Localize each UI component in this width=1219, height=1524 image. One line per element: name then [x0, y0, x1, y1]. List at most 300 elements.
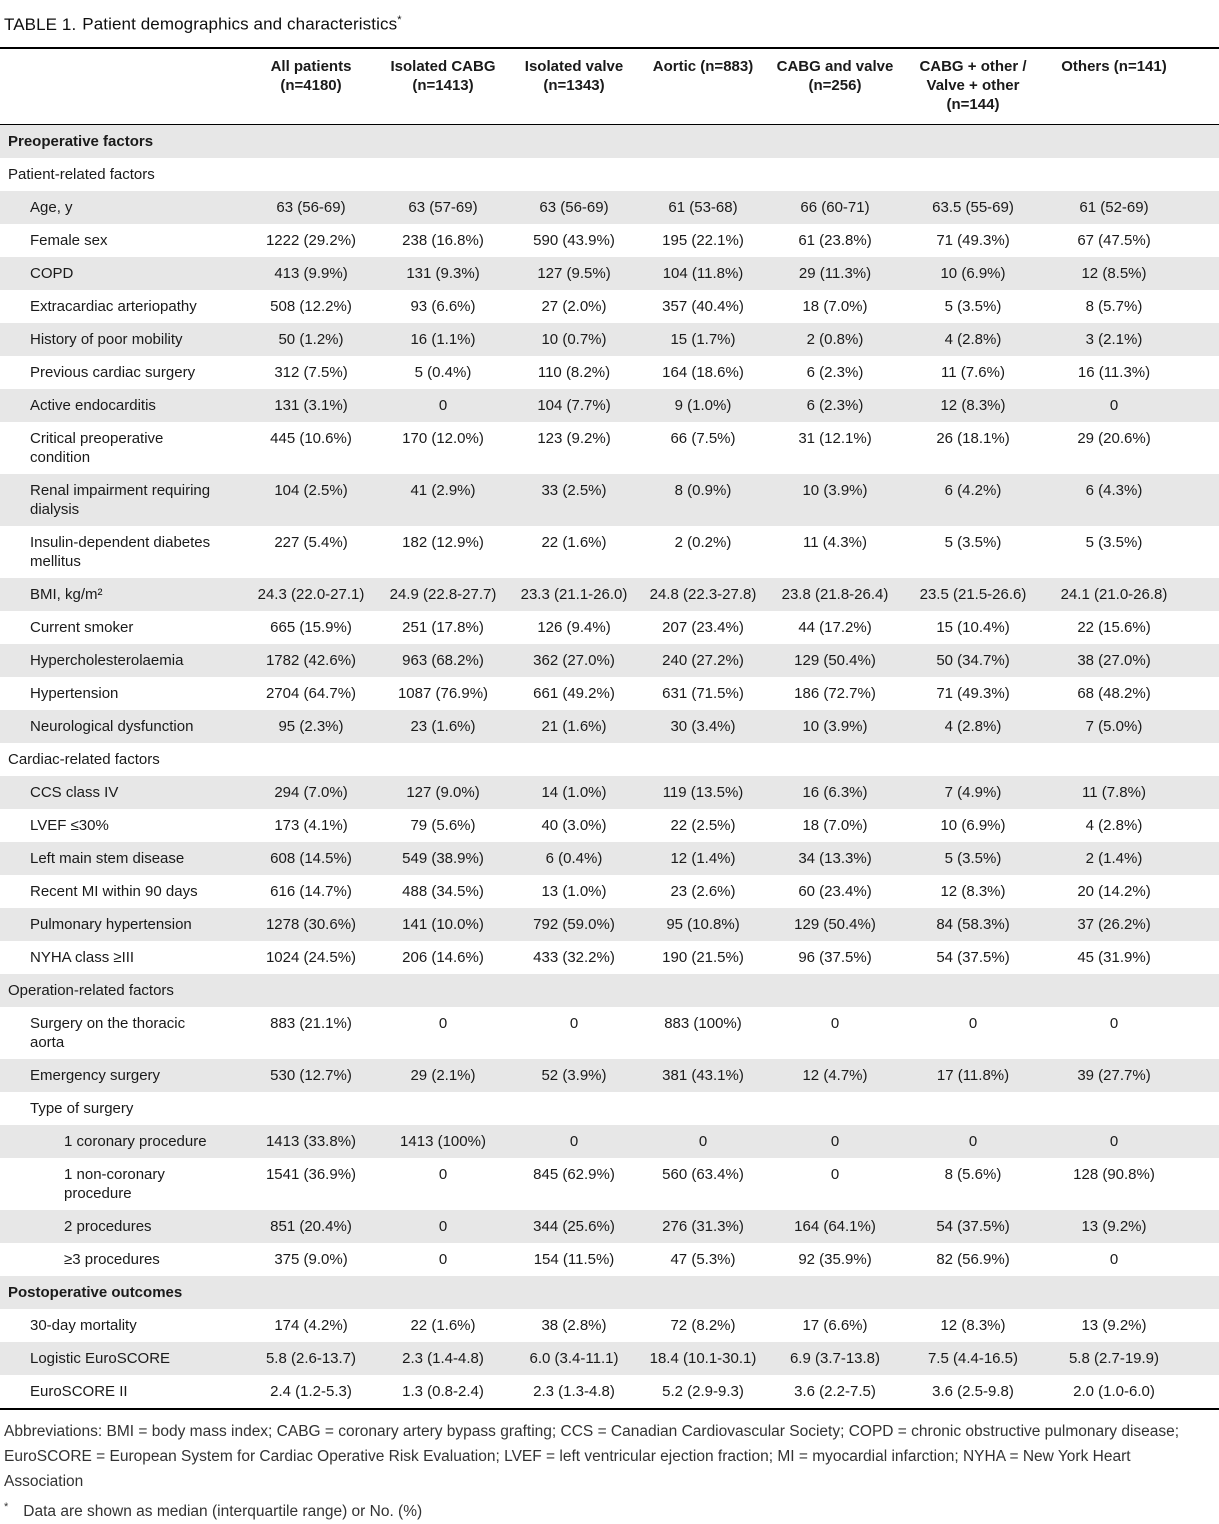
value-cell: 6 (4.3%): [1085, 481, 1143, 499]
value-cell: 6 (4.2%): [944, 481, 1002, 499]
value-cell: 445 (10.6%): [270, 429, 352, 447]
value-cell: 119 (13.5%): [662, 783, 744, 801]
row-label: [0, 875, 245, 908]
value-cell: 12 (8.5%): [1081, 264, 1147, 282]
row-label-column-header: [0, 48, 245, 125]
row-label: [0, 1092, 245, 1125]
value-cell: 61 (23.8%): [798, 231, 872, 249]
value-cell: 63 (57-69): [408, 198, 478, 216]
value-cell: 0: [1109, 396, 1119, 414]
table-row: [0, 257, 1219, 290]
value-cell: 71 (49.3%): [936, 231, 1010, 249]
value-cell: 357 (40.4%): [662, 297, 744, 315]
value-cell: 18.4 (10.1-30.1): [649, 1349, 757, 1367]
value-cell: 44 (17.2%): [798, 618, 872, 636]
value-cell: 38 (2.8%): [541, 1316, 607, 1334]
value-cell: 207 (23.4%): [662, 618, 744, 636]
value-cell: 104 (11.8%): [662, 264, 744, 282]
value-cell: 5 (0.4%): [414, 363, 472, 381]
value-cell: 6.9 (3.7-13.8): [789, 1349, 881, 1367]
value-cell: 92 (35.9%): [798, 1250, 872, 1268]
value-cell: 5.2 (2.9-9.3): [662, 1382, 744, 1400]
value-cell: 508 (12.2%): [270, 297, 352, 315]
value-cell: 60 (23.4%): [798, 882, 872, 900]
row-label: [0, 1375, 245, 1409]
value-cell: 123 (9.2%): [537, 429, 611, 447]
table-row: [0, 941, 1219, 974]
value-cell: 488 (34.5%): [402, 882, 484, 900]
value-cell: 883 (100%): [664, 1014, 742, 1032]
row-label: [0, 1210, 245, 1243]
row-label-text: NYHA class ≥III: [30, 948, 135, 966]
value-cell: 10 (6.9%): [940, 816, 1006, 834]
value-cell: 0: [1109, 1250, 1119, 1268]
value-cell: 8 (5.6%): [944, 1165, 1002, 1183]
value-cell: 5 (3.5%): [1085, 533, 1143, 551]
value-cell: 22 (15.6%): [1077, 618, 1151, 636]
value-cell: 1.3 (0.8-2.4): [402, 1382, 484, 1400]
value-cell: 560 (63.4%): [662, 1165, 744, 1183]
table-row: [0, 1092, 1219, 1125]
value-cell: 24.3 (22.0-27.1): [257, 585, 365, 603]
value-cell: 21 (1.6%): [541, 717, 607, 735]
row-label-text: 2 procedures: [64, 1217, 152, 1235]
value-cell: 127 (9.0%): [406, 783, 480, 801]
value-cell: 66 (60-71): [800, 198, 870, 216]
table-number: TABLE 1.: [4, 14, 77, 34]
table-row: [0, 1007, 1219, 1059]
table-row: [0, 323, 1219, 356]
value-cell: 68 (48.2%): [1077, 684, 1151, 702]
value-cell: 5 (3.5%): [944, 297, 1002, 315]
value-cell: 63 (56-69): [539, 198, 609, 216]
section-label-text: Operation-related factors: [8, 981, 174, 999]
value-cell: 13 (9.2%): [1081, 1316, 1147, 1334]
row-label-text: Extracardiac arteriopathy: [30, 297, 197, 315]
row-label: [0, 710, 245, 743]
value-cell: 23 (1.6%): [410, 717, 476, 735]
value-cell: 79 (5.6%): [410, 816, 476, 834]
row-label: [0, 776, 245, 809]
value-cell: 26 (18.1%): [936, 429, 1010, 447]
value-cell: 141 (10.0%): [402, 915, 484, 933]
value-cell: 71 (49.3%): [936, 684, 1010, 702]
row-label-text: CCS class IV: [30, 783, 119, 801]
row-label: [0, 224, 245, 257]
row-label: [0, 644, 245, 677]
value-cell: 5.8 (2.6-13.7): [265, 1349, 357, 1367]
value-cell: 0: [968, 1014, 978, 1032]
row-label: [0, 1007, 245, 1059]
value-cell: 6 (2.3%): [806, 396, 864, 414]
value-cell: 0: [438, 396, 448, 414]
row-label: [0, 1309, 245, 1342]
value-cell: 54 (37.5%): [936, 948, 1010, 966]
row-label-text: Recent MI within 90 days: [30, 882, 198, 900]
value-cell: 12 (8.3%): [940, 1316, 1006, 1334]
row-label-text: Current smoker: [30, 618, 134, 636]
value-cell: 127 (9.5%): [537, 264, 611, 282]
table-row: [0, 776, 1219, 809]
value-cell: 23.3 (21.1-26.0): [520, 585, 628, 603]
table-row: [0, 875, 1219, 908]
value-cell: 433 (32.2%): [533, 948, 615, 966]
row-label-text: 1 coronary procedure: [64, 1132, 207, 1150]
value-cell: 5 (3.5%): [944, 849, 1002, 867]
value-cell: [377, 1092, 509, 1125]
value-cell: 0: [698, 1132, 708, 1150]
table-title: [0, 0, 1219, 47]
value-cell: 23.8 (21.8-26.4): [781, 585, 889, 603]
value-cell: 240 (27.2%): [662, 651, 744, 669]
row-label: [0, 1125, 245, 1158]
value-cell: 206 (14.6%): [402, 948, 484, 966]
value-cell: 22 (2.5%): [670, 816, 736, 834]
value-cell: 31 (12.1%): [798, 429, 872, 447]
value-cell: 12 (8.3%): [940, 396, 1006, 414]
row-label-text: Logistic EuroSCORE: [30, 1349, 171, 1367]
value-cell: 47 (5.3%): [670, 1250, 736, 1268]
value-cell: 549 (38.9%): [402, 849, 484, 867]
value-cell: 2.0 (1.0-6.0): [1073, 1382, 1155, 1400]
table-row: [0, 710, 1219, 743]
value-cell: 95 (10.8%): [666, 915, 740, 933]
row-label: [0, 1243, 245, 1276]
value-cell: 67 (47.5%): [1077, 231, 1151, 249]
value-cell: 590 (43.9%): [533, 231, 615, 249]
value-cell: 10 (3.9%): [802, 717, 868, 735]
value-cell: 0: [830, 1014, 840, 1032]
row-label: [0, 323, 245, 356]
table-row: [0, 422, 1219, 474]
value-cell: 851 (20.4%): [270, 1217, 352, 1235]
section-label-text: Patient-related factors: [8, 165, 155, 183]
table-row: [0, 1210, 1219, 1243]
value-cell: 40 (3.0%): [541, 816, 607, 834]
column-header: Isolated valve (n=1343): [509, 48, 639, 125]
value-cell: 11 (7.6%): [941, 363, 1005, 381]
value-cell: 7.5 (4.4-16.5): [927, 1349, 1019, 1367]
row-label-text: Insulin-dependent diabetes mellitus: [30, 533, 211, 570]
value-cell: 2704 (64.7%): [265, 684, 357, 702]
value-cell: 5 (3.5%): [944, 533, 1002, 551]
value-cell: 72 (8.2%): [670, 1316, 736, 1334]
value-cell: 2.3 (1.3-4.8): [533, 1382, 615, 1400]
value-cell: 104 (7.7%): [537, 396, 611, 414]
value-cell: [509, 1092, 639, 1125]
value-cell: 1413 (33.8%): [265, 1132, 357, 1150]
row-label: [0, 290, 245, 323]
value-cell: 37 (26.2%): [1077, 915, 1151, 933]
value-cell: 131 (3.1%): [274, 396, 348, 414]
value-cell: 104 (2.5%): [274, 481, 348, 499]
value-cell: 128 (90.8%): [1073, 1165, 1155, 1183]
value-cell: 665 (15.9%): [270, 618, 352, 636]
table-row: [0, 389, 1219, 422]
section-header-row: [0, 743, 1219, 776]
patient-demographics-table: [0, 47, 1219, 1410]
table-row: [0, 191, 1219, 224]
value-cell: 0: [569, 1014, 579, 1032]
value-cell: 375 (9.0%): [274, 1250, 348, 1268]
row-label-text: Age, y: [30, 198, 73, 216]
value-cell: 0: [438, 1014, 448, 1032]
value-cell: 23 (2.6%): [670, 882, 736, 900]
row-label-text: BMI, kg/m²: [30, 585, 103, 603]
section-header-row: [0, 158, 1219, 191]
data-note: [4, 1495, 1209, 1524]
table-row: [0, 1059, 1219, 1092]
row-label-text: Critical preoperative condition: [30, 429, 164, 466]
column-header: CABG and valve (n=256): [767, 48, 903, 125]
value-cell: 16 (1.1%): [410, 330, 476, 348]
value-cell: 41 (2.9%): [410, 481, 476, 499]
row-label: [0, 941, 245, 974]
value-cell: 294 (7.0%): [274, 783, 348, 801]
value-cell: 54 (37.5%): [936, 1217, 1010, 1235]
value-cell: 6 (0.4%): [545, 849, 603, 867]
value-cell: 164 (18.6%): [662, 363, 744, 381]
value-cell: 38 (27.0%): [1077, 651, 1151, 669]
row-label-text: Neurological dysfunction: [30, 717, 194, 735]
value-cell: 12 (8.3%): [940, 882, 1006, 900]
value-cell: 182 (12.9%): [402, 533, 484, 551]
section-header-row: [0, 1276, 1219, 1309]
value-cell: [767, 1092, 903, 1125]
table-row: [0, 842, 1219, 875]
row-label-text: Emergency surgery: [30, 1066, 161, 1084]
row-label-text: History of poor mobility: [30, 330, 183, 348]
value-cell: 0: [438, 1165, 448, 1183]
value-cell: 15 (1.7%): [670, 330, 736, 348]
value-cell: 16 (6.3%): [802, 783, 868, 801]
value-cell: 413 (9.9%): [274, 264, 348, 282]
value-cell: 33 (2.5%): [541, 481, 607, 499]
value-cell: 7 (5.0%): [1085, 717, 1143, 735]
table-row: [0, 290, 1219, 323]
value-cell: 10 (3.9%): [802, 481, 868, 499]
value-cell: 963 (68.2%): [402, 651, 484, 669]
value-cell: 82 (56.9%): [936, 1250, 1010, 1268]
column-header: Others (n=141): [1043, 48, 1219, 125]
value-cell: 50 (34.7%): [936, 651, 1010, 669]
value-cell: 0: [830, 1165, 840, 1183]
value-cell: 7 (4.9%): [944, 783, 1002, 801]
value-cell: 131 (9.3%): [406, 264, 480, 282]
value-cell: 95 (2.3%): [278, 717, 344, 735]
table-row: [0, 1243, 1219, 1276]
value-cell: 0: [1109, 1132, 1119, 1150]
section-label: [0, 158, 1219, 191]
section-label: [0, 1276, 1219, 1309]
value-cell: 24.1 (21.0-26.8): [1060, 585, 1168, 603]
row-label: [0, 809, 245, 842]
value-cell: 154 (11.5%): [533, 1250, 615, 1268]
value-cell: 362 (27.0%): [533, 651, 615, 669]
value-cell: 2 (0.8%): [806, 330, 864, 348]
value-cell: [1043, 1092, 1219, 1125]
value-cell: 63 (56-69): [276, 198, 346, 216]
value-cell: 0: [968, 1132, 978, 1150]
section-label-text: Cardiac-related factors: [8, 750, 160, 768]
value-cell: 6 (2.3%): [806, 363, 864, 381]
value-cell: 0: [438, 1250, 448, 1268]
row-label: [0, 257, 245, 290]
value-cell: 84 (58.3%): [936, 915, 1010, 933]
value-cell: 14 (1.0%): [541, 783, 607, 801]
table-row: [0, 644, 1219, 677]
value-cell: 3.6 (2.5-9.8): [932, 1382, 1014, 1400]
row-label: [0, 191, 245, 224]
value-cell: 11 (7.8%): [1082, 783, 1146, 801]
row-label: [0, 1342, 245, 1375]
value-cell: 1278 (30.6%): [265, 915, 357, 933]
table-row: [0, 1375, 1219, 1409]
value-cell: 39 (27.7%): [1077, 1066, 1151, 1084]
row-label: [0, 578, 245, 611]
value-cell: 4 (2.8%): [1085, 816, 1143, 834]
row-label-text: ≥3 procedures: [64, 1250, 160, 1268]
row-label-text: Previous cardiac surgery: [30, 363, 196, 381]
value-cell: 530 (12.7%): [270, 1066, 352, 1084]
row-label-text: Active endocarditis: [30, 396, 156, 414]
value-cell: 661 (49.2%): [533, 684, 615, 702]
row-label-text: Renal impairment requiring dialysis: [30, 481, 211, 518]
value-cell: 227 (5.4%): [274, 533, 348, 551]
table-row: [0, 611, 1219, 644]
value-cell: 238 (16.8%): [402, 231, 484, 249]
table-row: [0, 578, 1219, 611]
value-cell: 3.6 (2.2-7.5): [794, 1382, 876, 1400]
row-label-text: Surgery on the thoracic aorta: [30, 1014, 186, 1051]
table-row: [0, 526, 1219, 578]
abbreviations-note: Abbreviations: BMI = body mass index; CABG = coronary artery bypass grafting; CCS = Canadian Cardiovascular Society; COPD = chronic obstructive pulmonary disease; EuroSCORE = European System for Cardiac Operative Risk Evaluation; LVEF = left ventricular ejection fraction; MI = myocardial infarction; NYHA = New York Heart Association: [4, 1422, 1180, 1490]
value-cell: 129 (50.4%): [794, 651, 876, 669]
row-label: [0, 526, 245, 578]
table-row: [0, 1309, 1219, 1342]
value-cell: 12 (1.4%): [670, 849, 736, 867]
value-cell: 190 (21.5%): [662, 948, 744, 966]
value-cell: 110 (8.2%): [537, 363, 611, 381]
value-cell: 8 (5.7%): [1085, 297, 1143, 315]
column-header: Aortic (n=883): [639, 48, 767, 125]
table-row: [0, 1158, 1219, 1210]
value-cell: 10 (6.9%): [940, 264, 1006, 282]
value-cell: 251 (17.8%): [402, 618, 484, 636]
value-cell: 24.8 (22.3-27.8): [649, 585, 757, 603]
value-cell: 0: [438, 1217, 448, 1235]
value-cell: 93 (6.6%): [410, 297, 476, 315]
row-label-text: COPD: [30, 264, 74, 282]
value-cell: 30 (3.4%): [670, 717, 736, 735]
value-cell: 11 (4.3%): [803, 533, 867, 551]
row-label: [0, 356, 245, 389]
value-cell: 17 (11.8%): [936, 1066, 1010, 1084]
value-cell: 9 (1.0%): [674, 396, 732, 414]
value-cell: 4 (2.8%): [944, 330, 1002, 348]
value-cell: 631 (71.5%): [662, 684, 744, 702]
value-cell: 312 (7.5%): [274, 363, 348, 381]
value-cell: 45 (31.9%): [1077, 948, 1151, 966]
section-header-row: [0, 974, 1219, 1007]
value-cell: 174 (4.2%): [274, 1316, 348, 1334]
row-label-text: Left main stem disease: [30, 849, 185, 867]
row-label-text: Hypertension: [30, 684, 119, 702]
value-cell: 1222 (29.2%): [265, 231, 357, 249]
value-cell: 0: [1109, 1014, 1119, 1032]
value-cell: 381 (43.1%): [662, 1066, 744, 1084]
value-cell: 2 (0.2%): [674, 533, 732, 551]
value-cell: 10 (0.7%): [541, 330, 607, 348]
value-cell: 29 (2.1%): [410, 1066, 476, 1084]
table-footnotes: [0, 1410, 1219, 1524]
value-cell: 126 (9.4%): [537, 618, 611, 636]
value-cell: [903, 1092, 1043, 1125]
row-label: [0, 1158, 245, 1210]
column-header: Isolated CABG (n=1413): [377, 48, 509, 125]
value-cell: 4 (2.8%): [944, 717, 1002, 735]
column-header: All patients (n=4180): [245, 48, 377, 125]
row-label-text: Female sex: [30, 231, 108, 249]
row-label-text: EuroSCORE II: [30, 1382, 128, 1400]
value-cell: 276 (31.3%): [662, 1217, 744, 1235]
row-label-text: LVEF ≤30%: [30, 816, 109, 834]
row-label: [0, 842, 245, 875]
value-cell: 96 (37.5%): [798, 948, 872, 966]
value-cell: 18 (7.0%): [802, 816, 868, 834]
value-cell: 186 (72.7%): [794, 684, 876, 702]
value-cell: 29 (20.6%): [1077, 429, 1151, 447]
table-caption: Patient demographics and characteristics: [82, 14, 398, 34]
row-label: [0, 389, 245, 422]
table-row: [0, 474, 1219, 526]
value-cell: 616 (14.7%): [270, 882, 352, 900]
section-label: [0, 743, 1219, 776]
value-cell: 1413 (100%): [400, 1132, 486, 1150]
value-cell: 173 (4.1%): [274, 816, 348, 834]
value-cell: 15 (10.4%): [936, 618, 1010, 636]
value-cell: 0: [569, 1132, 579, 1150]
value-cell: 1782 (42.6%): [265, 651, 357, 669]
table-row: [0, 809, 1219, 842]
value-cell: 5.8 (2.7-19.9): [1068, 1349, 1160, 1367]
value-cell: 2.4 (1.2-5.3): [270, 1382, 352, 1400]
row-label-text: Pulmonary hypertension: [30, 915, 192, 933]
value-cell: 792 (59.0%): [533, 915, 615, 933]
table-header-row: [0, 48, 1219, 125]
value-cell: 344 (25.6%): [533, 1217, 615, 1235]
column-header: CABG + other / Valve + other (n=144): [903, 48, 1043, 125]
row-label-text: Type of surgery: [30, 1099, 134, 1117]
value-cell: 195 (22.1%): [662, 231, 744, 249]
value-cell: 50 (1.2%): [278, 330, 344, 348]
section-header-row: [0, 124, 1219, 158]
value-cell: 23.5 (21.5-26.6): [919, 585, 1027, 603]
value-cell: 6.0 (3.4-11.1): [529, 1349, 619, 1367]
value-cell: 17 (6.6%): [802, 1316, 868, 1334]
value-cell: 170 (12.0%): [402, 429, 484, 447]
value-cell: 2.3 (1.4-4.8): [402, 1349, 484, 1367]
value-cell: 22 (1.6%): [410, 1316, 476, 1334]
value-cell: 1541 (36.9%): [265, 1165, 357, 1183]
value-cell: 20 (14.2%): [1077, 882, 1151, 900]
value-cell: 13 (1.0%): [541, 882, 607, 900]
value-cell: 61 (53-68): [668, 198, 738, 216]
row-label-text: 1 non-coronary procedure: [64, 1165, 165, 1202]
table-row: [0, 224, 1219, 257]
data-note-marker: *: [4, 1500, 9, 1513]
value-cell: 845 (62.9%): [533, 1165, 615, 1183]
